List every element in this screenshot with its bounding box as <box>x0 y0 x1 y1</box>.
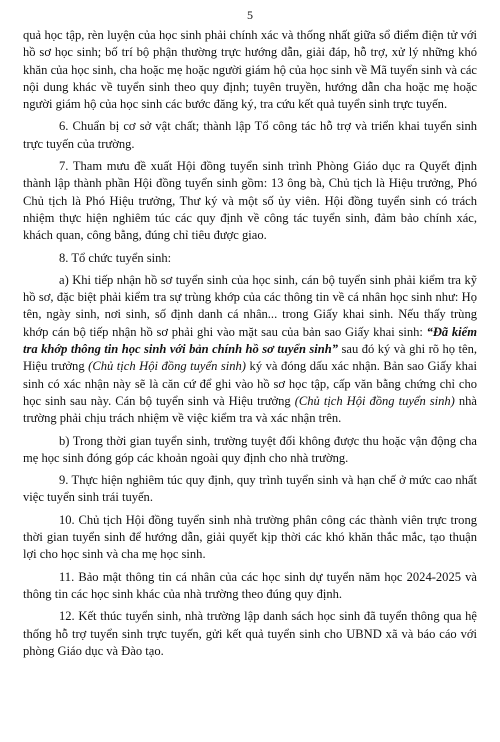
paragraph-item-6: 6. Chuẩn bị cơ sở vật chất; thành lập Tổ công tác hỗ trợ và triển khai tuyển sinh trực tuyến của trường. <box>23 119 477 151</box>
paragraph-item-8a <box>23 272 477 428</box>
paragraph-item-10: 10. Chủ tịch Hội đồng tuyển sinh nhà trường phân công các thành viên trực trong thời gian tuyển sinh để hướng dẫn, giải quyết kịp thời các khó khăn thắc mắc, tạo thuận lợi cho học sinh và cha mẹ học sinh. <box>23 512 477 562</box>
paragraph-continued: quả học tập, rèn luyện của học sinh phải chính xác và thống nhất giữa sổ điểm điện tử với hồ sơ học sinh; bố trí bộ phận thường trực hướng dẫn, giải đáp, hỗ trợ, xử lý những khó khăn của học sinh, cha hoặc mẹ hoặc người giám hộ của học sinh về Mã tuyển sinh và các nội dung khác về tuyển sinh theo quy định; tuyên truyền, hướng dẫn cha hoặc mẹ hoặc người giám hộ của học sinh các bước đăng ký, tra cứu kết quả tuyển sinh trực tuyến. <box>23 28 477 112</box>
item-8a-italic-1: (Chủ tịch Hội đồng tuyển sinh) <box>88 359 246 374</box>
page-number: 5 <box>247 8 253 22</box>
item-8a-text-4: nhà trường phải chịu trách nhiệm về việc kiểm tra và xác nhận trên. <box>23 393 477 426</box>
paragraph-item-7: 7. Tham mưu đề xuất Hội đồng tuyển sinh trình Phòng Giáo dục ra Quyết định thành lập thành phần Hội đồng tuyển sinh gồm: 13 ông bà, Chủ tịch là Hiệu trưởng, Phó Chủ tịch là Phó Hiệu trưởng, Thư ký và một số ủy viên. Hội đồng tuyển sinh có trách nhiệm thực hiện nghiêm túc các quy định về công tác tuyển sinh, đảm bảo chính xác, khách quan, công bằng, đúng chỉ tiêu được giao. <box>23 159 477 243</box>
item-8a-bold-quote: “Đã kiểm tra khớp thông tin học sinh với bản chính hồ sơ tuyển sinh” <box>23 324 477 357</box>
item-8a-text-3: ký và đóng dấu xác nhận. Bản sao Giấy khai sinh có xác nhận này sẽ là căn cứ để ghi vào hồ sơ học tập, cấp văn bằng chứng chỉ cho học sinh sau này. Cán bộ tuyển sinh và Hiệu trưởng <box>23 359 477 408</box>
item-8a-text-2: sau đó ký và ghi rõ họ tên, Hiệu trưởng <box>23 342 477 374</box>
paragraph-item-9: 9. Thực hiện nghiêm túc quy định, quy trình tuyển sinh và hạn chế ở mức cao nhất việc tuyển sinh trái tuyến. <box>23 473 477 505</box>
paragraph-item-8b: b) Trong thời gian tuyển sinh, trường tuyệt đối không được thu hoặc vận động cha mẹ học sinh đóng góp các khoản ngoài quy định cho nhà trường. <box>23 433 477 465</box>
paragraph-item-11: 11. Bảo mật thông tin cá nhân của các học sinh dự tuyển năm học 2024-2025 và thông tin các học sinh khác của nhà trường theo đúng quy định. <box>23 569 477 601</box>
item-8a-italic-2: (Chủ tịch Hội đồng tuyển sinh) <box>294 393 455 408</box>
paragraph-item-12: 12. Kết thúc tuyển sinh, nhà trường lập danh sách học sinh đã tuyển thông qua hệ thống hỗ trợ tuyển sinh trực tuyến, gửi kết quả tuyển sinh cho UBND xã và báo cáo với phòng Giáo dục và Đào tạo. <box>23 609 477 658</box>
paragraph-item-8: 8. Tổ chức tuyển sinh: <box>59 250 172 265</box>
item-8a-text-1: a) Khi tiếp nhận hồ sơ tuyển sinh của học sinh, cán bộ tuyển sinh phải kiểm tra kỹ hồ sơ, đặc biệt phải kiểm tra sự trùng khớp của các thông tin về cá nhân học sinh như: Họ tên, ngày sinh, nơi sinh, số định danh cá nhân... trong Giấy khai sinh. Nếu thấy trùng khớp cán bộ tiếp nhận hồ sơ phải ghi vào mặt sau của bản sao Giấy khai sinh: <box>23 272 477 339</box>
